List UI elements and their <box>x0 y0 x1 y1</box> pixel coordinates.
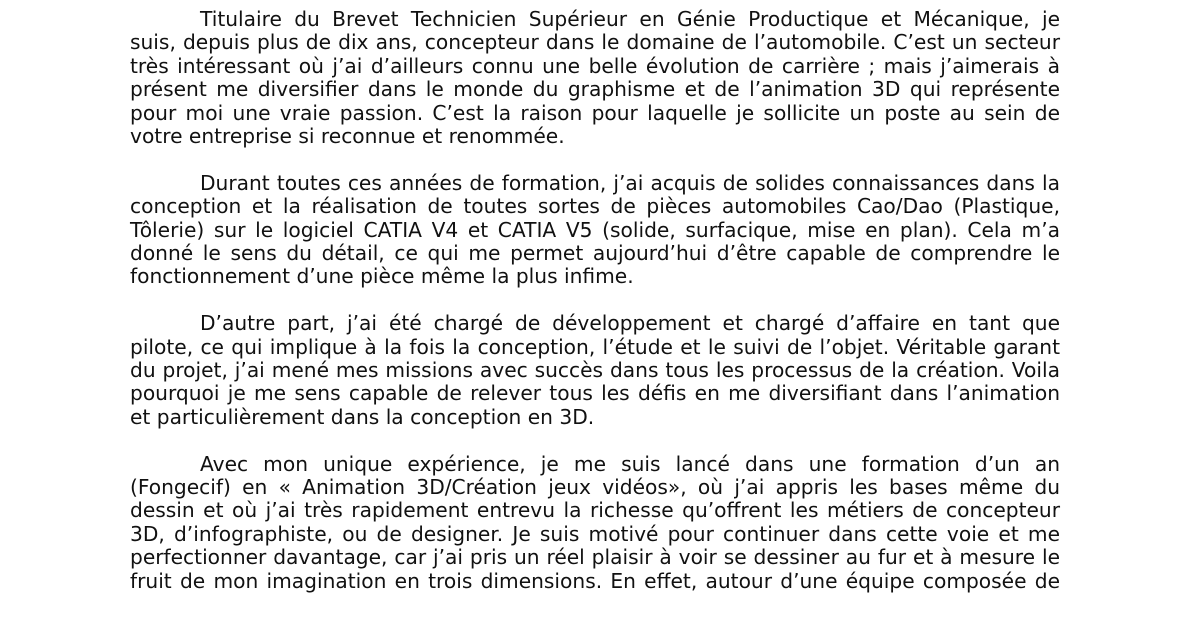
text-line: D’autre part, j’ai été chargé de développement et chargé d’affaire en tant que <box>200 311 1060 336</box>
text-line: du projet, j’ai mené mes missions avec succès dans tous les processus de la création. Voila <box>130 358 1060 383</box>
text-line: fonctionnement d’une pièce même la plus infime. <box>130 264 634 289</box>
text-line: et particulièrement dans la conception en 3D. <box>130 404 595 429</box>
paragraph-3 <box>130 312 1060 429</box>
text-line: suis, depuis plus de dix ans, concepteur dans le domaine de l’automobile. C’est un secteur <box>130 30 1060 55</box>
paragraph-1 <box>130 8 1060 148</box>
text-line: très intéressant où j’ai d’ailleurs connu une belle évolution de carrière ; mais j’aimerais à <box>130 53 1060 78</box>
text-line: (Fongecif) en « Animation 3D/Création jeux vidéos», où j’ai appris les bases même du <box>130 475 1060 500</box>
text-line: Avec mon unique expérience, je me suis lancé dans une formation d’un an <box>200 451 1060 476</box>
text-line: Titulaire du Brevet Technicien Supérieur en Génie Productique et Mécanique, je <box>200 7 1060 31</box>
text-line: fruit de mon imagination en trois dimensions. En effet, autour d’une équipe composée de <box>130 568 1060 593</box>
text-line: perfectionner davantage, car j’ai pris un réel plaisir à voir se dessiner au fur et à mesure le <box>130 545 1060 570</box>
text-line: donné le sens du détail, ce qui me permet aujourd’hui d’être capable de comprendre le <box>130 241 1060 266</box>
text-line: votre entreprise si reconnue et renommée. <box>130 124 565 149</box>
text-line: dessin et où j’ai très rapidement entrevu la richesse qu’offrent les métiers de concepteur <box>130 498 1060 523</box>
text-line: pilote, ce qui implique à la fois la conception, l’étude et le suivi de l’objet. Véritable garant <box>130 334 1060 359</box>
paragraph-4 <box>130 453 1060 593</box>
letter-body <box>130 8 1060 617</box>
text-line: 3D, d’infographiste, ou de designer. Je suis motivé pour continuer dans cette voie et me <box>130 521 1060 546</box>
text-line: pour moi une vraie passion. C’est la raison pour laquelle je sollicite un poste au sein de <box>130 100 1060 125</box>
text-line: Durant toutes ces années de formation, j’ai acquis de solides connaissances dans la <box>200 170 1060 195</box>
text-line: présent me diversifier dans le monde du graphisme et de l’animation 3D qui représente <box>130 77 1060 102</box>
text-line: pourquoi je me sens capable de relever tous les défis en me diversifiant dans l’animation <box>130 381 1060 406</box>
paragraph-2 <box>130 172 1060 289</box>
text-line: Tôlerie) sur le logiciel CATIA V4 et CATIA V5 (solide, surfacique, mise en plan). Cela m’a <box>130 217 1060 242</box>
text-line: conception et la réalisation de toutes sortes de pièces automobiles Cao/Dao (Plastique, <box>130 194 1060 219</box>
